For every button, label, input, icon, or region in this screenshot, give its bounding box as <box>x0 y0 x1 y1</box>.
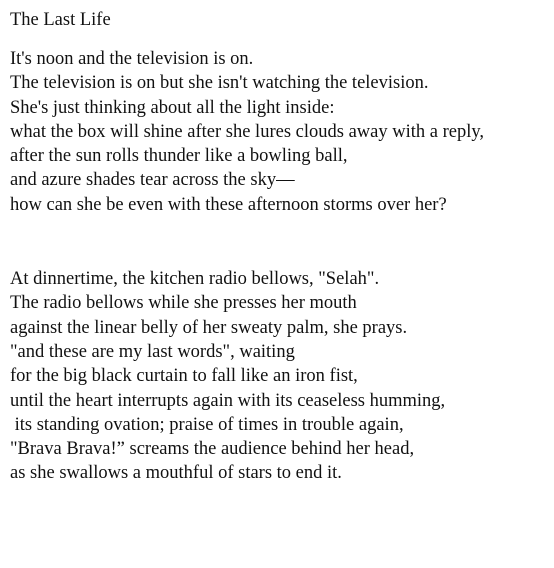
poem-line: what the box will shine after she lures clouds away with a reply, <box>10 121 485 142</box>
poem-line: The television is on but she isn't watching the television. <box>10 73 429 94</box>
stanza-1 <box>10 47 550 217</box>
poem-line: At dinnertime, the kitchen radio bellows, "Selah". <box>10 269 380 290</box>
stanza-2 <box>10 267 550 486</box>
poem-line: how can she be even with these afternoon storms over her? <box>10 194 447 215</box>
poem-line: against the linear belly of her sweaty palm, she prays. <box>10 317 408 338</box>
poem-line: It's noon and the television is on. <box>10 49 254 69</box>
poem-line: for the big black curtain to fall like an iron fist, <box>10 366 358 387</box>
poem-line: as she swallows a mouthful of stars to end it. <box>10 463 342 484</box>
poem-line: The radio bellows while she presses her mouth <box>10 293 357 314</box>
poem-page <box>10 8 550 486</box>
poem-line: its standing ovation; praise of times in trouble again, <box>10 414 404 435</box>
poem-line: "and these are my last words", waiting <box>10 341 295 362</box>
poem-line: "Brava Brava!” screams the audience behind her head, <box>10 439 415 460</box>
poem-line: until the heart interrupts again with its ceaseless humming, <box>10 390 446 411</box>
poem-line: after the sun rolls thunder like a bowling ball, <box>10 146 348 167</box>
poem-line: and azure shades tear across the sky— <box>10 170 295 191</box>
poem-title: The Last Life <box>10 10 111 30</box>
poem-line: She's just thinking about all the light inside: <box>10 97 335 118</box>
